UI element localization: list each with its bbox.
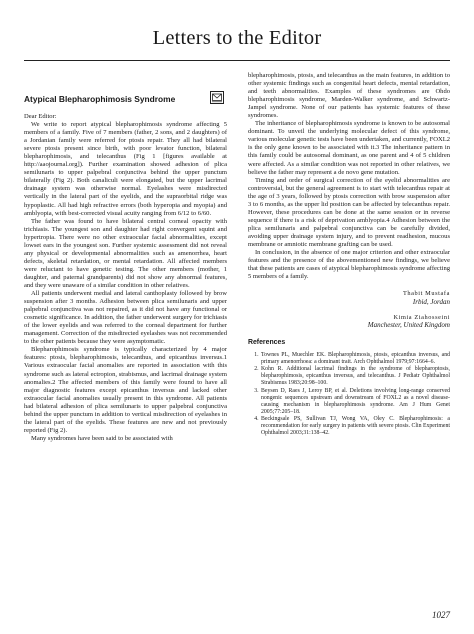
left-column bbox=[24, 72, 227, 443]
author-location: Manchester, United Kingdom bbox=[367, 321, 450, 330]
body-paragraph: Timing and order of surgical correction of the eyelid abnormalities are controversial, but the general agreement is to start with telecanthus repair at the age of 3 years, followed by ptosis correction with brow suspension after 3 to 6 months, as the upper lid position can be affected by telecanthus repair. However, these procedures can be done at the same session or in reverse sequence if there is a risk of deprivation amblyopia.4 Adhesion between the plica semilunaris and palpebral conjunctiva can be carefully divided, avoiding upper drainage system injury, and to prevent readhesion, mucous membrane or amniotic membrane grafting can be used. bbox=[248, 176, 450, 248]
salutation: Dear Editor: bbox=[24, 113, 57, 120]
body-paragraph: All patients underwent medial and lateral canthoplasty followed by brow suspension after 3 months. Adhesion between plica semilunaris and upper palpebral conjunctiva was not repaired, as it did not have any functional or cosmetic significance. In addition, the father underwent surgery for trichiasis of the lower eyelids and was referred to the corneal department for further management. Correction of the misdirected eyelashes was not recommended to the other patients because they were asymptomatic. bbox=[24, 290, 227, 346]
section-title: Letters to the Editor bbox=[152, 27, 322, 49]
body-paragraph: blepharophimosis, ptosis, and telecanthus as the main features, in addition to other systemic findings such as congenital heart defects, mental retardation, and teeth abnormalities. Examples of these syndromes are Ohdo blepharophimosis syndrome, Marden-Walker syndrome, and Schwartz-Jampel syndrome. None of our patients has systemic features of these syndromes. bbox=[248, 72, 450, 120]
body-paragraph: Many syndromes have been said to be associated with bbox=[31, 434, 173, 442]
article-title: Atypical Blepharophimosis Syndrome bbox=[24, 94, 176, 104]
reference-item: 3. Beysen D, Raes J, Leroy BP, et al. Deletions involving long-range conserved nongenic sequences upstream and downstream of FOXL2 as a novel disease-causing mechanism in blepharophimosis syndrome. Am J Hum Genet 2005;77:205–18. bbox=[260, 388, 450, 416]
body-paragraph: In conclusion, in the absence of one major criterion and other extraocular features and the presence of the abovementioned new findings, we believe that these patients are cases of atypical blepharophimosis syndrome affecting 5 members of a family. bbox=[248, 249, 450, 281]
author-block bbox=[248, 290, 450, 329]
reference-item: 2. Kohn R. Additional lacrimal findings in the syndrome of blepharoptosis, blepharophimosis, epicanthus inversus, and telecanthus. J Pediatr Ophthalmol Strabismus 1983;20:98–100. bbox=[260, 366, 450, 387]
author-name: Kimia Ziahosseini bbox=[393, 313, 450, 321]
body-paragraph: We write to report atypical blepharophimosis syndrome affecting 5 members of a family. Five of 7 members (father, 2 sons, and 2 daughters) of a Jordanian family were referred for ptosis repair. They all had bilateral severe ptosis present since birth, with poor levator function, bilateral blepharophimosis, and telecanthus (Fig 1 [figures available at http://aaojournal.org]). Further examination showed adhesion of plica semilunaris to upper palpebral conjunctiva behind the upper punctum bilaterally (Fig 2). Both canaliculi were elongated, but the upper lacrimal drainage system was otherwise normal. Eyelashes were misdirected vertically in the lateral part of the eyelids, and the supraorbital ridge was hypoplastic. All had high refractive errors (both hyperopia and myopia) and amblyopia, with best-corrected visual acuity ranging from 6/12 to 6/60. bbox=[24, 121, 227, 217]
references-heading: References bbox=[248, 339, 286, 347]
right-column bbox=[248, 72, 450, 437]
author-location: Irbid, Jordan bbox=[412, 297, 450, 306]
body-paragraph: The father was found to have bilateral central corneal opacity with trichiasis. The youngest son and daughter had right convergent squint and hypertropia. There were no other extraocular facial abnormalities, except lowset ears in the youngest son. Further systemic assessment did not reveal any physical or developmental abnormalities such as amenorrhea, heart defects, skeletal retardation, or mental retardation. All affected members were reluctant to have genetic testing. The other members (mother, 1 daughter, and paternal grandparents) did not show any abnormal features, and they were unaware of a similar condition in other relatives. bbox=[24, 217, 227, 289]
author-name: Thabit Mustafa bbox=[402, 290, 450, 298]
page-number: 1027 bbox=[432, 610, 450, 620]
references-list bbox=[248, 352, 450, 437]
header-rule bbox=[24, 60, 450, 61]
reference-item: 1. Townes PL, Muechler EK. Blepharophimosis, ptosis, epicanthus inversus, and primary amenorrhoea: a dominant trait. Arch Ophthalmol 1979;97:1664–6. bbox=[260, 352, 450, 366]
body-paragraph: The inheritance of blepharophimosis syndrome is known to be autosomal dominant. To unveil the underlying molecular defect of this syndrome, various molecular genetic tests have been undertaken, and currently, FOXL2 is the only gene known to be associated with it.3 The inheritance pattern in this family could be autosomal dominant, as one parent and 4 of 5 children were affected. As a similar condition was not reported in other relatives, we believe the father may represent a de novo gene mutation. bbox=[248, 120, 450, 176]
body-paragraph: Blepharophimosis syndrome is typically characterized by 4 major features: ptosis, blepharophimosis, telecanthus, and epicanthus inversus.1 Various extraocular facial anomalies are reported in association with this syndrome such as lateral ectropion, strabismus, and lacrimal drainage system anomalies.2 The affected members of this family were found to have all major diagnostic features except epicanthus inversus and lacked other extraocular facial anomalies usually present in this syndrome. All patients had bilateral adhesion of plica semilunaris to upper palpebral conjunctiva behind the upper punctum in addition to vertical misdirection of eyelashes in the lateral part of the eyelids. These features are new and not previously reported (Fig 2). bbox=[24, 346, 227, 434]
reference-item: 4. Beckingsale PS, Sullivan TJ, Wong VA, Oley C. Blepharophimosis: a recommendation for early surgery in patients with severe ptosis. Clin Experiment Ophthalmol 2003;31:138–42. bbox=[260, 416, 450, 437]
